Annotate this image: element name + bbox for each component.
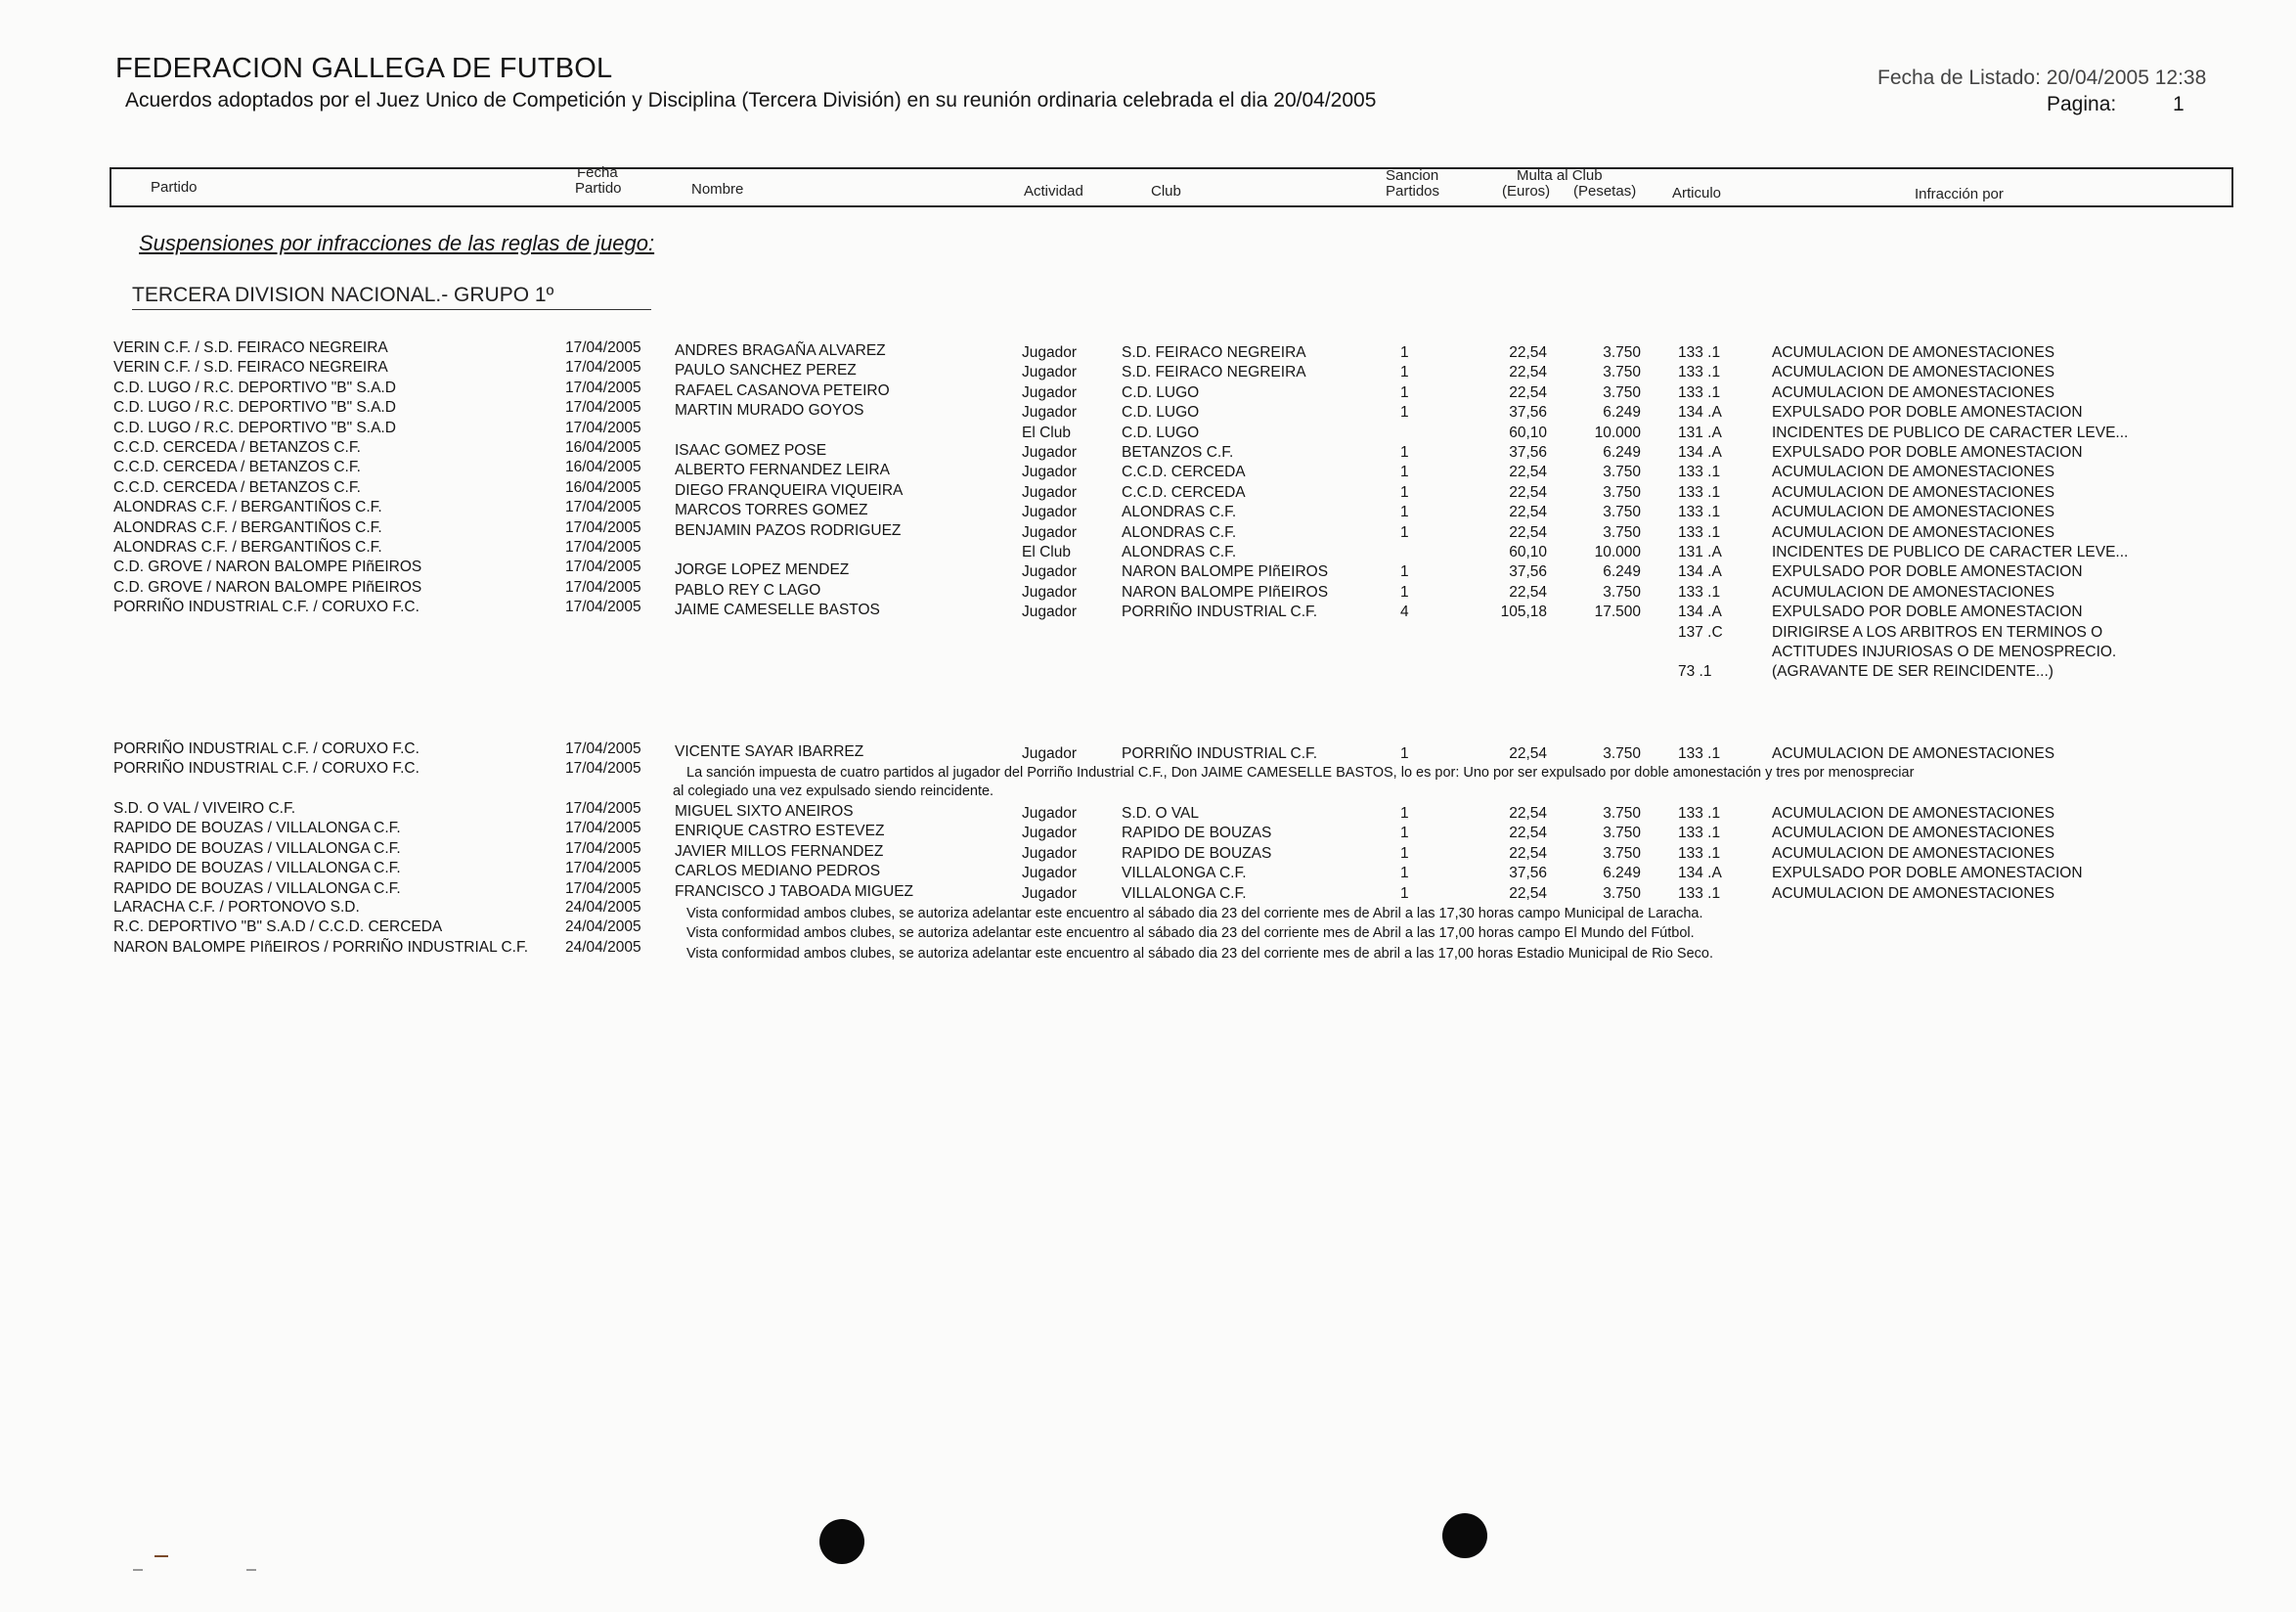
- cell-nombre: ENRIQUE CASTRO ESTEVEZ: [675, 823, 885, 840]
- cell-nombre: PABLO REY C LAGO: [675, 581, 821, 599]
- section-heading: Suspensiones por infracciones de las reglas de juego:: [139, 231, 655, 255]
- table-row: [0, 519, 2296, 539]
- cell-articulo: 134 .A: [1678, 604, 1722, 621]
- cell-infraccion: DIRIGIRSE A LOS ARBITROS EN TERMINOS O: [1772, 623, 2103, 641]
- cell-articulo: 131 .A: [1678, 544, 1722, 560]
- table-row: [0, 619, 2296, 639]
- cell-articulo: 133 .1: [1678, 364, 1721, 381]
- col-multa-euros: (Euros): [1502, 183, 1551, 200]
- table-row: [0, 359, 2296, 379]
- listing-date: Fecha de Listado: 20/04/2005 12:38: [1877, 67, 2207, 89]
- cell-actividad: Jugador: [1022, 344, 1078, 361]
- cell-partido: C.D. LUGO / R.C. DEPORTIVO "B" S.A.D: [113, 399, 396, 417]
- group-heading-underline: [132, 309, 651, 310]
- cell-fecha: 17/04/2005: [565, 379, 641, 396]
- cell-fecha: 17/04/2005: [565, 578, 641, 596]
- cell-sancion: 1: [1400, 745, 1409, 762]
- table-row: [0, 420, 2296, 439]
- cell-sancion: 1: [1400, 483, 1409, 501]
- cell-euros: 22,54: [1509, 884, 1547, 902]
- cell-euros: 22,54: [1509, 504, 1547, 521]
- col-multa-pesetas: (Pesetas): [1573, 183, 1637, 200]
- cell-infraccion: ACUMULACION DE AMONESTACIONES: [1772, 383, 2055, 401]
- cell-sancion: 1: [1400, 464, 1409, 481]
- cell-nombre: JAVIER MILLOS FERNANDEZ: [675, 842, 884, 860]
- cell-nombre: ISAAC GOMEZ POSE: [675, 442, 827, 459]
- cell-infraccion: EXPULSADO POR DOBLE AMONESTACION: [1772, 563, 2083, 581]
- cell-actividad: Jugador: [1022, 404, 1078, 422]
- cell-nombre: JAIME CAMESELLE BASTOS: [675, 602, 880, 619]
- cell-actividad: Jugador: [1022, 745, 1078, 762]
- cell-nombre: CARLOS MEDIANO PEDROS: [675, 863, 881, 880]
- page-number: 1: [2173, 93, 2185, 115]
- cell-club: VILLALONGA C.F.: [1122, 865, 1247, 882]
- table-row: [0, 658, 2296, 681]
- cell-club: C.D. LUGO: [1122, 424, 1200, 441]
- document-subtitle: Acuerdos adoptados por el Juez Unico de Competición y Disciplina (Tercera División) en su reunión ordinaria celebrada el dia 20/04/2005: [125, 89, 1377, 112]
- cell-infraccion: ACUMULACION DE AMONESTACIONES: [1772, 483, 2055, 501]
- cell-partido: C.D. GROVE / NARON BALOMPE PIñEIROS: [113, 559, 422, 576]
- notice-text: Vista conformidad ambos clubes, se autoriza adelantar este encuentro al sábado dia 23 del corriente mes de Abril a las 17,00 horas campo El Mundo del Fútbol.: [686, 925, 1695, 942]
- notice-fecha: 24/04/2005: [565, 899, 641, 916]
- page-label: Pagina:: [2047, 93, 2117, 115]
- cell-articulo: 134 .A: [1678, 563, 1722, 581]
- notice-text: Vista conformidad ambos clubes, se autoriza adelantar este encuentro al sábado dia 23 del corriente mes de Abril a las 17,30 horas campo Municipal de Laracha.: [686, 906, 1703, 921]
- table-row: [0, 740, 2296, 760]
- cell-fecha: 17/04/2005: [565, 740, 641, 757]
- cell-partido: VERIN C.F. / S.D. FEIRACO NEGREIRA: [113, 359, 388, 377]
- note-line-1: La sanción impuesta de cuatro partidos al jugador del Porriño Industrial C.F., Don JAIME CAMESELLE BASTOS, lo es por: Uno por ser expulsado por doble amonestación y tres por menospreciar: [686, 765, 1915, 781]
- cell-articulo: 133 .1: [1678, 464, 1721, 481]
- cell-club: S.D. FEIRACO NEGREIRA: [1122, 364, 1306, 381]
- col-fecha-line2: Partido: [575, 180, 622, 197]
- cell-nombre: FRANCISCO J TABOADA MIGUEZ: [675, 882, 914, 900]
- table-row: [0, 399, 2296, 422]
- cell-euros: 60,10: [1509, 544, 1547, 560]
- cell-fecha: 16/04/2005: [565, 459, 641, 476]
- cell-partido: C.D. LUGO / R.C. DEPORTIVO "B" S.A.D: [113, 419, 396, 436]
- col-nombre: Nombre: [691, 181, 744, 198]
- cell-sancion: 1: [1400, 344, 1409, 361]
- cell-euros: 22,54: [1509, 364, 1547, 381]
- cell-articulo: 133 .1: [1678, 523, 1721, 541]
- cell-articulo: 133 .1: [1678, 383, 1721, 401]
- cell-articulo: 133 .1: [1678, 825, 1721, 842]
- cell-articulo: 134 .A: [1678, 404, 1722, 422]
- cell-club: BETANZOS C.F.: [1122, 444, 1234, 461]
- organization-title: FEDERACION GALLEGA DE FUTBOL: [115, 53, 613, 84]
- cell-sancion: 1: [1400, 404, 1409, 422]
- cell-club: S.D. O VAL: [1122, 805, 1199, 822]
- notice-fecha: 24/04/2005: [565, 938, 641, 956]
- cell-club: C.C.D. CERCEDA: [1122, 464, 1246, 481]
- note-partido: PORRIÑO INDUSTRIAL C.F. / CORUXO F.C.: [113, 760, 419, 777]
- cell-actividad: Jugador: [1022, 844, 1078, 862]
- cell-pesetas: 3.750: [1603, 483, 1641, 501]
- cell-partido: C.D. LUGO / R.C. DEPORTIVO "B" S.A.D: [113, 379, 396, 396]
- table-row: [0, 499, 2296, 521]
- punch-hole-right: [1442, 1513, 1487, 1558]
- cell-euros: 22,54: [1509, 583, 1547, 601]
- cell-articulo: 134 .A: [1678, 444, 1722, 461]
- cell-partido: C.C.D. CERCEDA / BETANZOS C.F.: [113, 459, 361, 476]
- cell-actividad: Jugador: [1022, 563, 1078, 581]
- cell-actividad: Jugador: [1022, 464, 1078, 481]
- table-row: [0, 880, 2296, 900]
- cell-pesetas: 10.000: [1594, 544, 1641, 560]
- cell-sancion: 1: [1400, 884, 1409, 902]
- cell-partido: C.D. GROVE / NARON BALOMPE PIñEIROS: [113, 578, 422, 596]
- cell-pesetas: 6.249: [1603, 563, 1641, 581]
- table-row: [0, 459, 2296, 481]
- cell-actividad: Jugador: [1022, 383, 1078, 401]
- cell-pesetas: 3.750: [1603, 825, 1641, 842]
- cell-actividad: Jugador: [1022, 865, 1078, 882]
- notice-partido: R.C. DEPORTIVO "B" S.A.D / C.C.D. CERCEDA: [113, 918, 443, 936]
- cell-nombre: ANDRES BRAGAÑA ALVAREZ: [675, 342, 886, 359]
- cell-partido: ALONDRAS C.F. / BERGANTIÑOS C.F.: [113, 499, 382, 516]
- cell-actividad: Jugador: [1022, 604, 1078, 621]
- cell-club: PORRIÑO INDUSTRIAL C.F.: [1122, 745, 1318, 762]
- notice-fecha: 24/04/2005: [565, 918, 641, 936]
- cell-actividad: El Club: [1022, 424, 1071, 441]
- scan-speck: [246, 1569, 256, 1571]
- cell-fecha: 17/04/2005: [565, 499, 641, 516]
- cell-fecha: 17/04/2005: [565, 599, 641, 616]
- cell-club: ALONDRAS C.F.: [1122, 504, 1237, 521]
- cell-pesetas: 3.750: [1603, 805, 1641, 822]
- table-row: [0, 559, 2296, 581]
- cell-nombre: PAULO SANCHEZ PEREZ: [675, 362, 857, 380]
- cell-fecha: 17/04/2005: [565, 860, 641, 877]
- cell-actividad: Jugador: [1022, 483, 1078, 501]
- scan-speck: [133, 1569, 143, 1571]
- cell-pesetas: 3.750: [1603, 523, 1641, 541]
- cell-sancion: 1: [1400, 583, 1409, 601]
- cell-partido: ALONDRAS C.F. / BERGANTIÑOS C.F.: [113, 518, 382, 536]
- cell-articulo: 131 .A: [1678, 424, 1722, 441]
- cell-pesetas: 3.750: [1603, 745, 1641, 762]
- column-header-box: [110, 164, 2233, 207]
- col-fecha-line1: Fecha: [577, 164, 618, 181]
- cell-fecha: 17/04/2005: [565, 879, 641, 897]
- table-row: [0, 339, 2296, 359]
- cell-infraccion: ACUMULACION DE AMONESTACIONES: [1772, 344, 2055, 361]
- cell-sancion: 1: [1400, 444, 1409, 461]
- cell-infraccion: ACUMULACION DE AMONESTACIONES: [1772, 583, 2055, 601]
- cell-infraccion: INCIDENTES DE PUBLICO DE CARACTER LEVE...: [1772, 424, 2129, 441]
- cell-sancion: 4: [1400, 604, 1409, 621]
- cell-partido: RAPIDO DE BOUZAS / VILLALONGA C.F.: [113, 820, 401, 837]
- cell-pesetas: 10.000: [1594, 424, 1641, 441]
- cell-euros: 22,54: [1509, 844, 1547, 862]
- cell-articulo: 133 .1: [1678, 583, 1721, 601]
- cell-partido: C.C.D. CERCEDA / BETANZOS C.F.: [113, 478, 361, 496]
- cell-partido: ALONDRAS C.F. / BERGANTIÑOS C.F.: [113, 539, 382, 556]
- cell-actividad: Jugador: [1022, 884, 1078, 902]
- cell-actividad: Jugador: [1022, 583, 1078, 601]
- cell-infraccion: ACUMULACION DE AMONESTACIONES: [1772, 523, 2055, 541]
- punch-hole-left: [819, 1519, 864, 1564]
- cell-infraccion: EXPULSADO POR DOBLE AMONESTACION: [1772, 444, 2083, 461]
- cell-euros: 37,56: [1509, 404, 1547, 422]
- cell-euros: 37,56: [1509, 563, 1547, 581]
- table-row: [0, 840, 2296, 860]
- cell-euros: 22,54: [1509, 383, 1547, 401]
- cell-club: C.C.D. CERCEDA: [1122, 483, 1246, 501]
- cell-articulo: 133 .1: [1678, 483, 1721, 501]
- notice-row: [0, 918, 2296, 942]
- table-row: [0, 860, 2296, 882]
- cell-sancion: 1: [1400, 523, 1409, 541]
- cell-club: NARON BALOMPE PIñEIROS: [1122, 563, 1329, 581]
- cell-infraccion: ACUMULACION DE AMONESTACIONES: [1772, 364, 2055, 381]
- cell-sancion: 1: [1400, 383, 1409, 401]
- cell-pesetas: 3.750: [1603, 464, 1641, 481]
- cell-fecha: 16/04/2005: [565, 478, 641, 496]
- col-actividad: Actividad: [1024, 183, 1083, 200]
- cell-pesetas: 3.750: [1603, 884, 1641, 902]
- cell-sancion: 1: [1400, 844, 1409, 862]
- notice-partido: NARON BALOMPE PIñEIROS / PORRIÑO INDUSTRIAL C.F.: [113, 938, 529, 956]
- cell-infraccion: INCIDENTES DE PUBLICO DE CARACTER LEVE...: [1772, 544, 2129, 560]
- group-heading: TERCERA DIVISION NACIONAL.- GRUPO 1º: [132, 284, 554, 306]
- cell-pesetas: 17.500: [1594, 604, 1641, 621]
- cell-euros: 60,10: [1509, 424, 1547, 441]
- cell-actividad: Jugador: [1022, 523, 1078, 541]
- cell-partido: RAPIDO DE BOUZAS / VILLALONGA C.F.: [113, 839, 401, 857]
- cell-club: C.D. LUGO: [1122, 383, 1200, 401]
- cell-actividad: El Club: [1022, 544, 1071, 560]
- cell-fecha: 17/04/2005: [565, 839, 641, 857]
- cell-euros: 22,54: [1509, 745, 1547, 762]
- cell-pesetas: 3.750: [1603, 344, 1641, 361]
- cell-euros: 22,54: [1509, 344, 1547, 361]
- cell-club: PORRIÑO INDUSTRIAL C.F.: [1122, 604, 1318, 621]
- cell-pesetas: 3.750: [1603, 583, 1641, 601]
- cell-partido: C.C.D. CERCEDA / BETANZOS C.F.: [113, 439, 361, 456]
- cell-fecha: 17/04/2005: [565, 559, 641, 576]
- cell-infraccion: ACTITUDES INJURIOSAS O DE MENOSPRECIO.: [1772, 644, 2117, 660]
- cell-club: ALONDRAS C.F.: [1122, 523, 1237, 541]
- cell-nombre: BENJAMIN PAZOS RODRIGUEZ: [675, 521, 902, 539]
- cell-sancion: 1: [1400, 364, 1409, 381]
- cell-infraccion: ACUMULACION DE AMONESTACIONES: [1772, 825, 2055, 842]
- cell-pesetas: 6.249: [1603, 444, 1641, 461]
- col-articulo: Articulo: [1672, 185, 1722, 202]
- cell-fecha: 17/04/2005: [565, 539, 641, 556]
- cell-sancion: 1: [1400, 825, 1409, 842]
- cell-euros: 22,54: [1509, 825, 1547, 842]
- cell-pesetas: 6.249: [1603, 865, 1641, 882]
- cell-club: VILLALONGA C.F.: [1122, 884, 1247, 902]
- cell-euros: 37,56: [1509, 865, 1547, 882]
- table-row: [0, 800, 2296, 820]
- col-club: Club: [1151, 183, 1181, 200]
- cell-articulo: 133 .1: [1678, 504, 1721, 521]
- cell-actividad: Jugador: [1022, 364, 1078, 381]
- col-partido: Partido: [151, 179, 198, 196]
- cell-club: S.D. FEIRACO NEGREIRA: [1122, 344, 1306, 361]
- cell-pesetas: 3.750: [1603, 364, 1641, 381]
- table-row: [0, 380, 2296, 399]
- cell-fecha: 17/04/2005: [565, 419, 641, 436]
- scan-speck: [155, 1555, 168, 1557]
- cell-infraccion: EXPULSADO POR DOBLE AMONESTACION: [1772, 404, 2083, 422]
- cell-club: RAPIDO DE BOUZAS: [1122, 825, 1272, 842]
- cell-infraccion: ACUMULACION DE AMONESTACIONES: [1772, 884, 2055, 902]
- cell-euros: 22,54: [1509, 464, 1547, 481]
- cell-pesetas: 3.750: [1603, 844, 1641, 862]
- col-sancion-line2: Partidos: [1386, 183, 1440, 200]
- cell-nombre: MARTIN MURADO GOYOS: [675, 402, 864, 420]
- cell-actividad: Jugador: [1022, 805, 1078, 822]
- table-row: [0, 599, 2296, 621]
- cell-sancion: 1: [1400, 563, 1409, 581]
- notice-row: [0, 899, 2296, 921]
- cell-euros: 22,54: [1509, 805, 1547, 822]
- cell-articulo: 73 .1: [1678, 663, 1712, 681]
- cell-actividad: Jugador: [1022, 825, 1078, 842]
- note-line-2: al colegiado una vez expulsado siendo reincidente.: [673, 784, 994, 799]
- cell-nombre: DIEGO FRANQUEIRA VIQUEIRA: [675, 481, 904, 499]
- cell-partido: RAPIDO DE BOUZAS / VILLALONGA C.F.: [113, 879, 401, 897]
- cell-fecha: 17/04/2005: [565, 399, 641, 417]
- cell-euros: 22,54: [1509, 483, 1547, 501]
- cell-articulo: 133 .1: [1678, 805, 1721, 822]
- cell-euros: 22,54: [1509, 523, 1547, 541]
- cell-nombre: ALBERTO FERNANDEZ LEIRA: [675, 462, 890, 479]
- cell-nombre: JORGE LOPEZ MENDEZ: [675, 561, 850, 579]
- cell-nombre: VICENTE SAYAR IBARREZ: [675, 743, 864, 760]
- cell-nombre: RAFAEL CASANOVA PETEIRO: [675, 381, 890, 399]
- cell-pesetas: 3.750: [1603, 383, 1641, 401]
- cell-euros: 105,18: [1500, 604, 1547, 621]
- table-row: [0, 539, 2296, 559]
- cell-club: C.D. LUGO: [1122, 404, 1200, 422]
- cell-sancion: 1: [1400, 865, 1409, 882]
- cell-articulo: 133 .1: [1678, 745, 1721, 762]
- cell-articulo: 133 .1: [1678, 844, 1721, 862]
- cell-club: ALONDRAS C.F.: [1122, 544, 1237, 560]
- cell-nombre: MARCOS TORRES GOMEZ: [675, 502, 868, 519]
- note-fecha: 17/04/2005: [565, 760, 641, 777]
- cell-fecha: 17/04/2005: [565, 518, 641, 536]
- cell-fecha: 17/04/2005: [565, 820, 641, 837]
- col-multa: Multa al Club: [1517, 167, 1603, 184]
- cell-actividad: Jugador: [1022, 444, 1078, 461]
- cell-sancion: 1: [1400, 805, 1409, 822]
- cell-partido: S.D. O VAL / VIVEIRO C.F.: [113, 800, 296, 817]
- cell-infraccion: EXPULSADO POR DOBLE AMONESTACION: [1772, 604, 2083, 621]
- cell-infraccion: ACUMULACION DE AMONESTACIONES: [1772, 745, 2055, 762]
- table-row: [0, 439, 2296, 459]
- cell-infraccion: ACUMULACION DE AMONESTACIONES: [1772, 805, 2055, 822]
- cell-articulo: 133 .1: [1678, 344, 1721, 361]
- notice-partido: LARACHA C.F. / PORTONOVO S.D.: [113, 899, 360, 916]
- cell-infraccion: ACUMULACION DE AMONESTACIONES: [1772, 844, 2055, 862]
- cell-articulo: 133 .1: [1678, 884, 1721, 902]
- table-row: [0, 820, 2296, 842]
- cell-articulo: 134 .A: [1678, 865, 1722, 882]
- cell-fecha: 16/04/2005: [565, 439, 641, 456]
- cell-articulo: 137 .C: [1678, 623, 1723, 641]
- cell-euros: 37,56: [1509, 444, 1547, 461]
- cell-infraccion: (AGRAVANTE DE SER REINCIDENTE...): [1772, 663, 2053, 681]
- cell-pesetas: 3.750: [1603, 504, 1641, 521]
- cell-club: RAPIDO DE BOUZAS: [1122, 844, 1272, 862]
- cell-club: NARON BALOMPE PIñEIROS: [1122, 583, 1329, 601]
- table-row: [0, 579, 2296, 599]
- notice-text: Vista conformidad ambos clubes, se autoriza adelantar este encuentro al sábado dia 23 del corriente mes de abril a las 17,00 horas Estadio Municipal de Rio Seco.: [686, 945, 1713, 962]
- cell-fecha: 17/04/2005: [565, 800, 641, 817]
- cell-pesetas: 6.249: [1603, 404, 1641, 422]
- cell-partido: RAPIDO DE BOUZAS / VILLALONGA C.F.: [113, 860, 401, 877]
- cell-partido: PORRIÑO INDUSTRIAL C.F. / CORUXO F.C.: [113, 740, 419, 757]
- cell-fecha: 17/04/2005: [565, 339, 641, 356]
- cell-actividad: Jugador: [1022, 504, 1078, 521]
- notice-row: [0, 938, 2296, 962]
- col-sancion-line1: Sancion: [1386, 167, 1439, 184]
- cell-partido: VERIN C.F. / S.D. FEIRACO NEGREIRA: [113, 339, 388, 356]
- cell-infraccion: ACUMULACION DE AMONESTACIONES: [1772, 504, 2055, 521]
- table-row: [0, 639, 2296, 658]
- cell-sancion: 1: [1400, 504, 1409, 521]
- cell-infraccion: EXPULSADO POR DOBLE AMONESTACION: [1772, 865, 2083, 882]
- table-row: [0, 479, 2296, 499]
- col-infraccion: Infracción por: [1915, 186, 2004, 202]
- cell-partido: PORRIÑO INDUSTRIAL C.F. / CORUXO F.C.: [113, 599, 419, 616]
- cell-infraccion: ACUMULACION DE AMONESTACIONES: [1772, 464, 2055, 481]
- cell-fecha: 17/04/2005: [565, 359, 641, 377]
- cell-nombre: MIGUEL SIXTO ANEIROS: [675, 803, 854, 820]
